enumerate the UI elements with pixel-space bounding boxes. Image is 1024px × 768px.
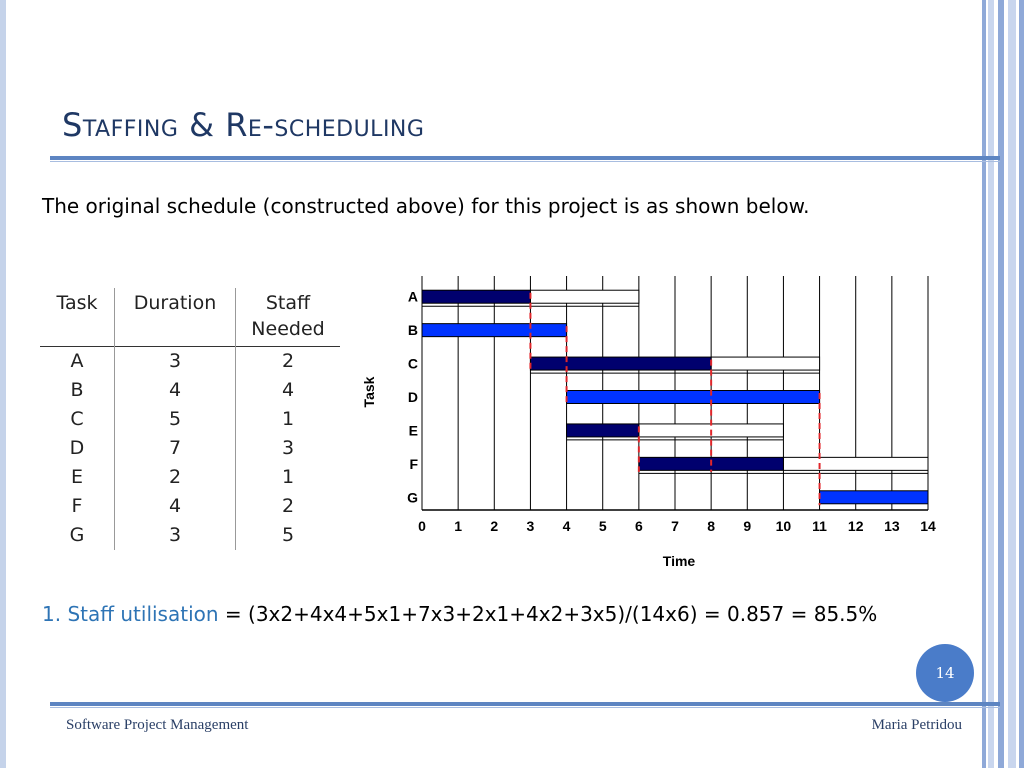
table-row: F 4 2 xyxy=(40,492,340,521)
table-row: E 2 1 xyxy=(40,463,340,492)
x-tick-label: 11 xyxy=(812,518,827,534)
title-divider xyxy=(50,156,1000,160)
task-bar xyxy=(567,391,820,404)
x-tick-label: 4 xyxy=(562,518,571,534)
x-tick-label: 6 xyxy=(634,518,643,534)
x-tick-label: 5 xyxy=(598,518,607,534)
footer-course: Software Project Management xyxy=(66,717,249,733)
task-bar xyxy=(422,324,567,337)
footer-divider-thin xyxy=(50,707,1000,708)
x-tick-label: 10 xyxy=(775,518,792,534)
x-tick-label: 14 xyxy=(920,518,936,534)
table-row: D 7 3 xyxy=(40,434,340,463)
x-tick-label: 13 xyxy=(884,518,900,534)
formula-text: = (3x2+4x4+5x1+7x3+2x1+4x2+3x5)/(14x6) = 0.857 = 85.5% xyxy=(218,602,878,626)
task-bar xyxy=(422,290,530,303)
task-label: B xyxy=(407,322,418,339)
task-bar xyxy=(530,357,711,370)
slack-bar xyxy=(711,357,819,370)
x-tick-label: 8 xyxy=(707,518,716,534)
task-label: E xyxy=(408,422,418,439)
y-axis-title: Task xyxy=(361,376,377,408)
header-task: Task xyxy=(40,288,115,347)
x-tick-label: 3 xyxy=(526,518,535,534)
task-label: G xyxy=(407,489,418,506)
x-axis-title: Time xyxy=(662,553,696,569)
task-label: D xyxy=(407,389,418,405)
intro-text: The original schedule (constructed above) for this project is as shown below. xyxy=(42,194,810,218)
left-border xyxy=(0,0,6,768)
x-tick-label: 7 xyxy=(671,518,679,534)
page-number-badge: 14 xyxy=(916,644,974,702)
task-label: C xyxy=(407,355,418,372)
gantt-chart xyxy=(356,270,956,580)
x-tick-label: 1 xyxy=(454,518,463,534)
slack-bar xyxy=(783,457,928,470)
table-row: A 3 2 xyxy=(40,347,340,377)
table-row: C 5 1 xyxy=(40,405,340,434)
task-table xyxy=(40,288,340,550)
footer-author: Maria Petridou xyxy=(871,717,962,733)
slide-title: Staffing & Re-scheduling xyxy=(62,106,425,144)
slack-bar xyxy=(530,290,638,303)
header-staff-needed: Staff Needed xyxy=(251,292,325,340)
x-tick-label: 2 xyxy=(490,518,499,534)
formula-label: 1. Staff utilisation xyxy=(42,602,219,626)
task-bar xyxy=(567,424,639,437)
right-decoration xyxy=(976,0,1024,768)
task-bar xyxy=(820,491,928,504)
x-tick-label: 9 xyxy=(743,518,752,534)
table-row: B 4 4 xyxy=(40,376,340,405)
task-label: F xyxy=(409,455,418,472)
table-row: G 3 5 xyxy=(40,521,340,550)
utilisation-formula xyxy=(42,602,877,626)
task-label: A xyxy=(407,288,418,305)
title-divider-thin xyxy=(50,161,1000,162)
x-tick-label: 0 xyxy=(418,518,426,534)
header-duration: Duration xyxy=(115,288,236,347)
footer-divider xyxy=(50,702,1000,706)
x-tick-label: 12 xyxy=(847,518,864,534)
